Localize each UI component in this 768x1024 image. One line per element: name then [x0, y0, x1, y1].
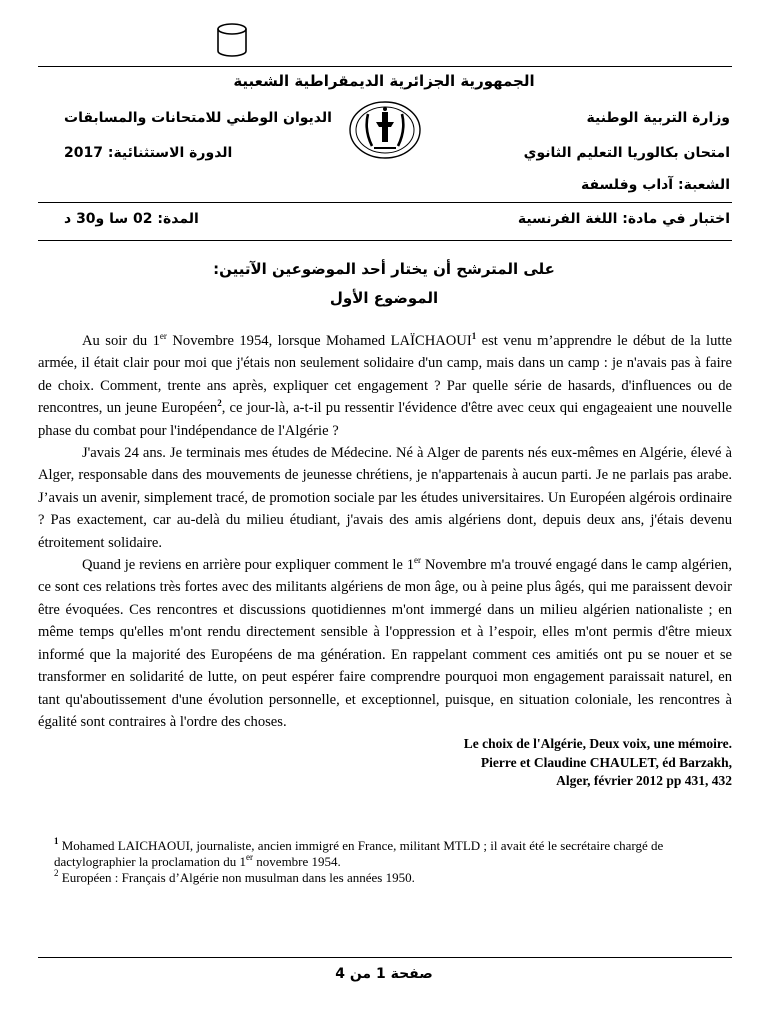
subject-label: اختبار في مادة: اللغة الفرنسية: [517, 211, 730, 227]
footnote-ref-2: 2: [217, 398, 222, 409]
paragraph-3-part-a: Quand je reviens en arrière pour expliquer comment le 1: [82, 557, 415, 574]
exam-title: امتحان بكالوريا التعليم الثانوي: [523, 145, 730, 161]
footnote-1-part-a: Mohamed LAICHAOUI, journaliste, ancien immigré en France, militant MTLD ; il avait été le secrétaire chargé de dactylographier la proclamation du 1: [54, 838, 664, 869]
superscript: er: [246, 852, 254, 862]
citation-line-2: Pierre et Claudine CHAULET, éd Barzakh,: [480, 754, 732, 770]
paragraph-3: [38, 554, 732, 733]
footnote-number-1: 1: [54, 836, 59, 846]
footnotes: [54, 838, 732, 886]
text-body: [38, 330, 732, 791]
instruction-line: على المترشح أن يختار أحد الموضوعين الآتيين:: [213, 260, 555, 278]
footnote-2-text: Européen : Français d’Algérie non musulman dans les années 1950.: [58, 870, 415, 885]
session-label: الدورة الاستثنائية: 2017: [64, 145, 233, 161]
footnote-number-2: 2: [54, 868, 59, 878]
paragraph-1-part-b: Novembre 1954, lorsque Mohamed LAÏCHAOUI: [166, 333, 472, 349]
topic-title: الموضوع الأول: [329, 289, 439, 307]
exam-office-label: الديوان الوطني للامتحانات والمسابقات: [64, 110, 332, 126]
republic-title: الجمهورية الجزائرية الديمقراطية الشعبية: [233, 72, 535, 90]
citation-line-3: Alger, février 2012 pp 431, 432: [556, 773, 732, 789]
superscript: er: [414, 555, 422, 566]
footnote-ref-1: 1: [471, 331, 477, 341]
paragraph-1-part-c: est venu m’apprendre le début de la lutte armée, il était clair pour moi que j'étais non seulement solidaire d'un camp, mais dans un camp : je n'avais pas à faire de choix. Comment, trente ans après, expliquer cet engagement ? Par quelle série de hasards, d'influences ou de rencontres, un jeune Européen: [38, 333, 732, 417]
header-rule-bottom: [38, 240, 732, 241]
paragraph-1-part-a: Au soir du 1: [82, 333, 160, 349]
onec-emblem-icon: [348, 100, 422, 160]
page-number: صفحة 1 من 4: [335, 966, 433, 982]
citation: [38, 735, 732, 791]
paragraph-1: [38, 330, 732, 442]
superscript: er: [159, 331, 167, 341]
footnote-2: [54, 870, 732, 886]
cylinder-icon: [216, 22, 248, 58]
paragraph-3-part-b: Novembre m'a trouvé engagé dans le camp algérien, ce sont ces relations très fortes avec des militants algériens de mon âge, ou à peine plus âgés, qui me paraissent devoir être évoquées. Ces rencontres et discussions quotidiennes m'ont immergé dans un milieu algérien nationaliste ; en même temps qu'elles m'ont rendu directement sensible à l'oppression et à l’espoir, elles m'ont permis d'être mieux informé que la majorité des Européens de ma génération. En rappelant comment ces amitiés ont pu se nouer et se transformer en solidarité de lutte, on peut espérer faire comprendre pourquoi mon engagement paraissait naturel, en tant qu'aboutissement d'une évolution personnelle, et exceptionnel, puisque, en situation coloniale, les rencontres à égalité sont contraires à l'ordre des choses.: [38, 557, 732, 730]
paragraph-2: J'avais 24 ans. Je terminais mes études de Médecine. Né à Alger de parents nés eux-mêmes en Algérie, élevé à Alger, responsable dans des mouvements de jeunesse chrétiens, je n'appartenais à aucun parti. Je ne parlais pas arabe. J’avais un avenir, simplement tracé, de promotion sociale par les études universitaires. Un Européen algérois ordinaire ? Pas exactement, car au-delà du milieu étudiant, j'avais des amis algériens dont, depuis deux ans, j'étais devenu étroitement solidaire.: [38, 445, 732, 551]
citation-line-1: Le choix de l'Algérie, Deux voix, une mémoire.: [463, 736, 732, 752]
paragraph-1-part-d: , ce jour-là, a-t-il pu ressentir l'évidence d'être avec ceux qui engageaient une nouvelle phase du combat pour l'indépendance de l'Algérie ?: [38, 400, 733, 439]
footnote-1: [54, 838, 732, 870]
footer-rule: [38, 957, 732, 958]
ministry-label: وزارة التربية الوطنية: [586, 110, 730, 126]
footnote-1-part-b: novembre 1954.: [253, 854, 341, 869]
stream-label: الشعبة: آداب وفلسفة: [580, 177, 730, 193]
header-rule-top: [38, 66, 732, 67]
duration-label: المدة: 02 سا و30 د: [64, 211, 199, 227]
header-rule-middle: [38, 202, 732, 203]
